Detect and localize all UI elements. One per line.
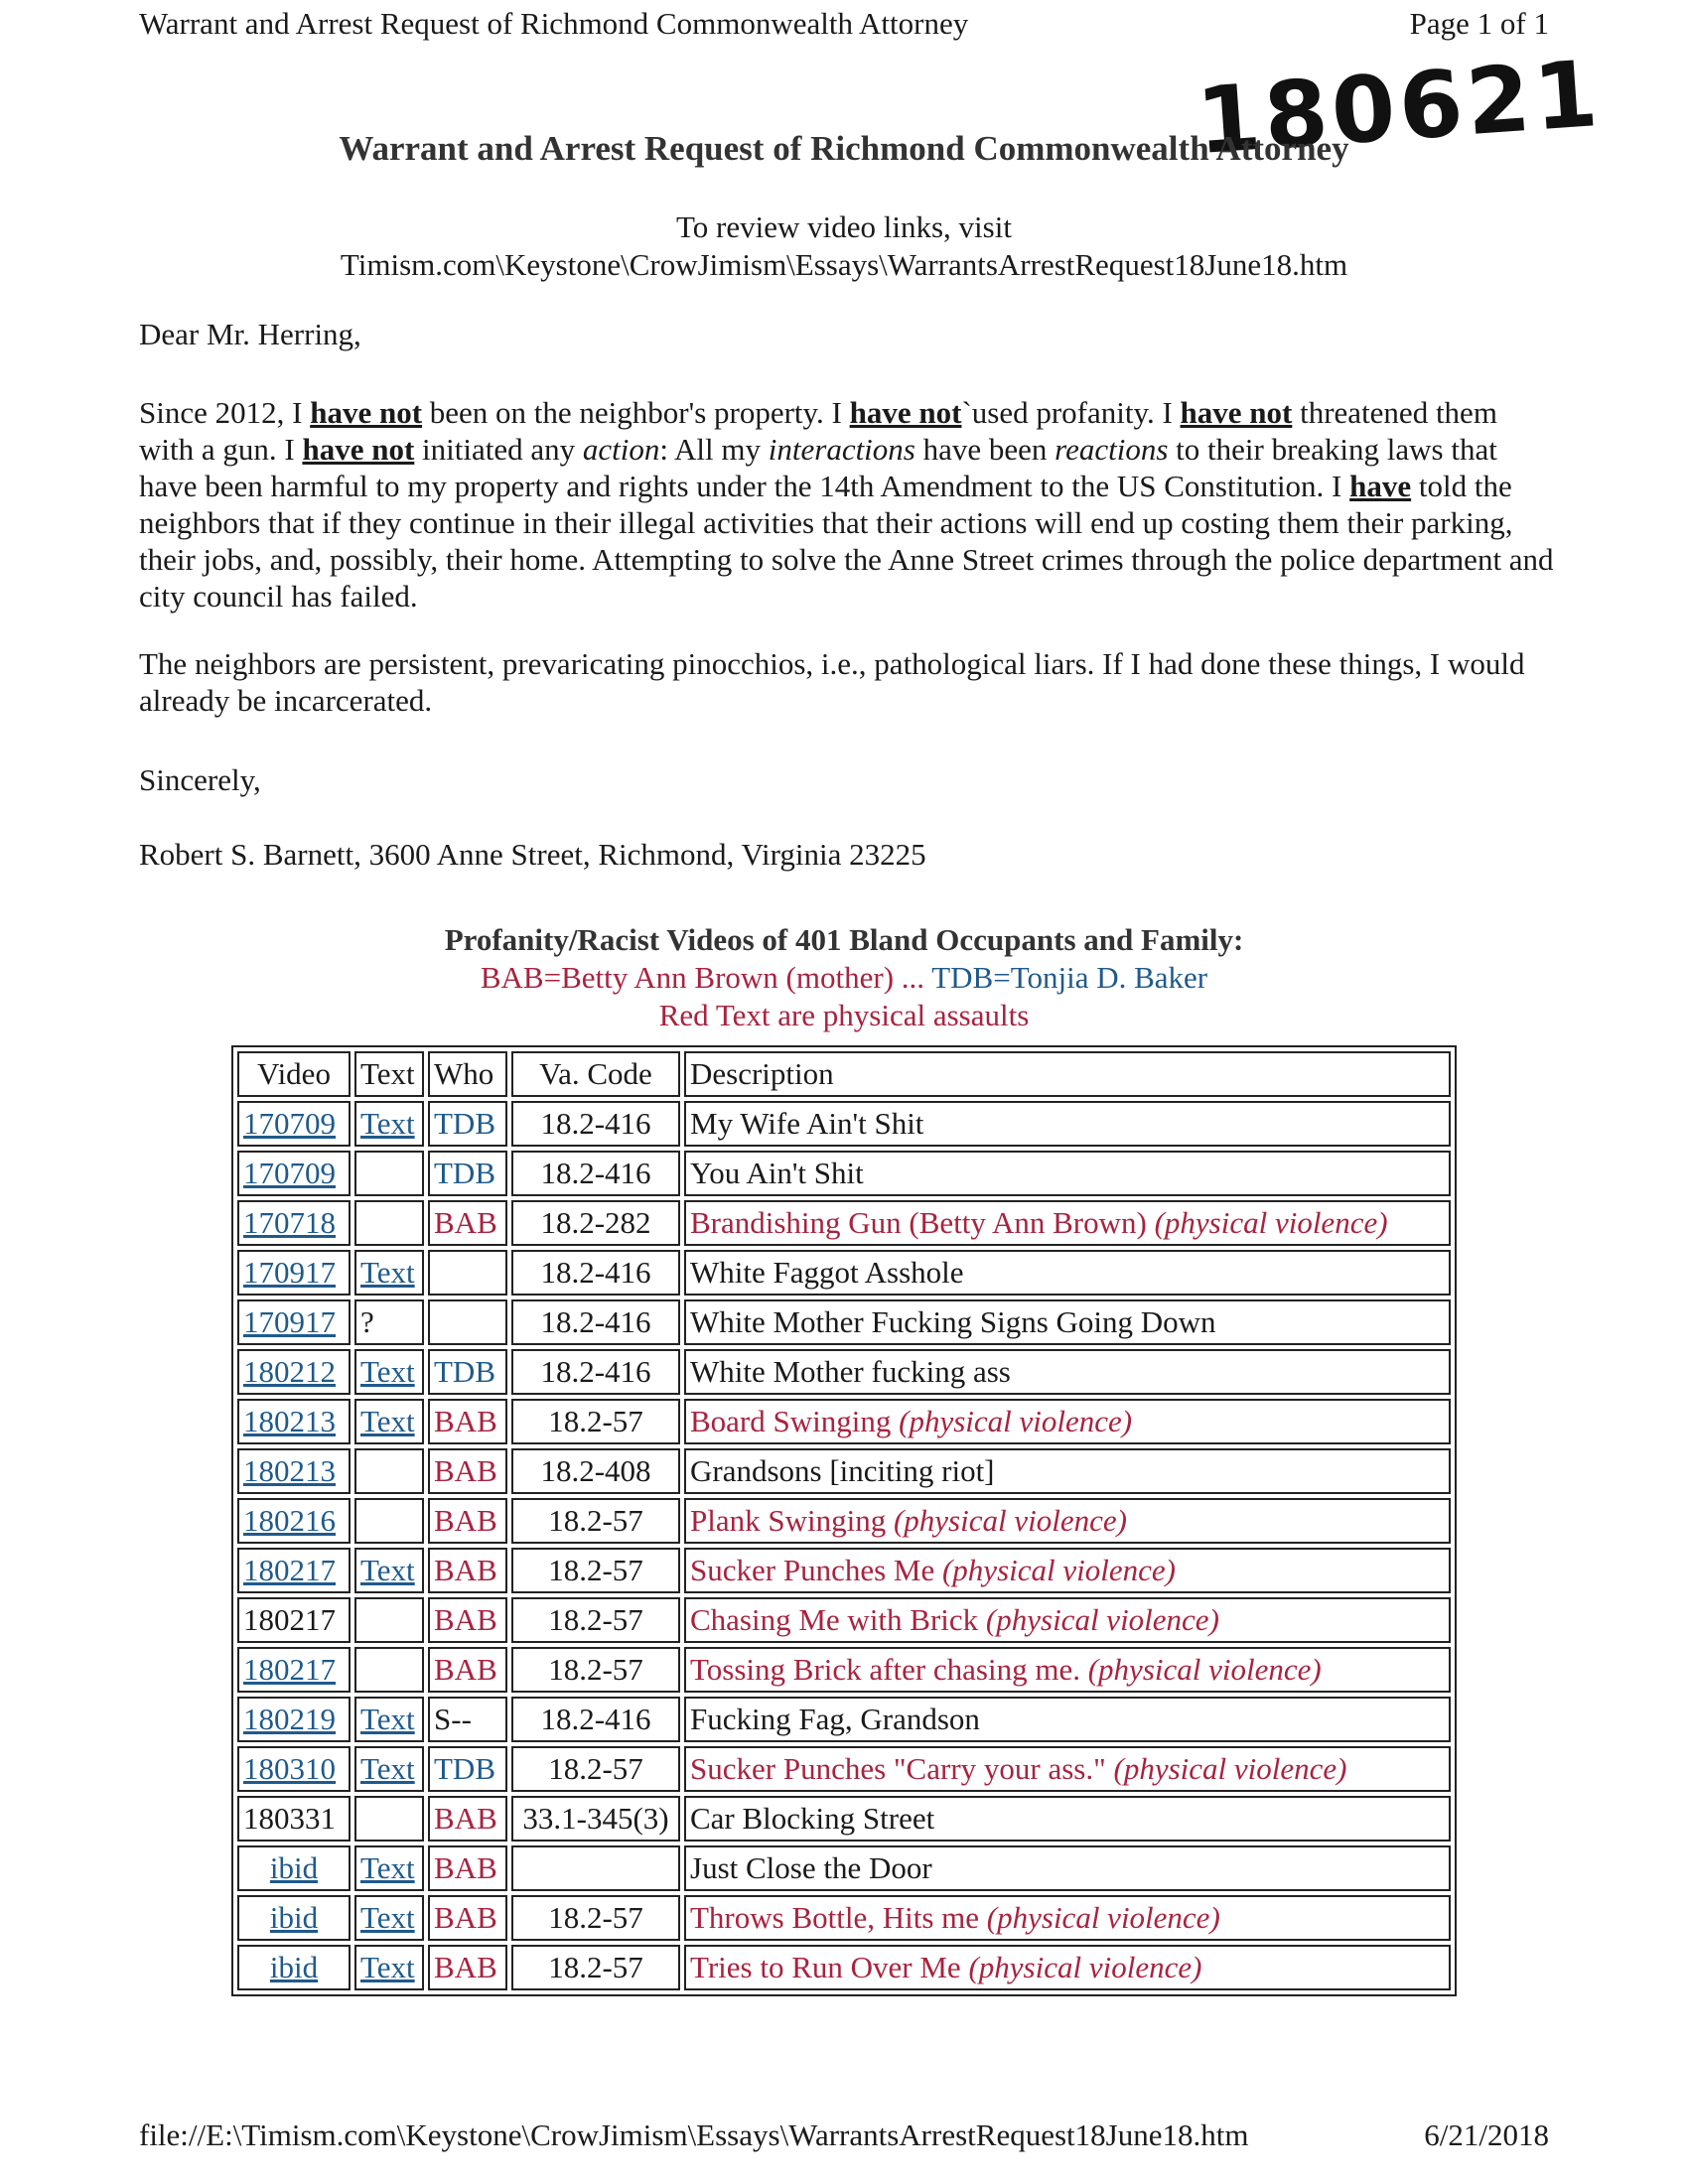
description-cell: [684, 1597, 1451, 1643]
description-cell: [684, 1349, 1451, 1395]
description-cell: [684, 1895, 1451, 1941]
header-who: Who: [428, 1051, 507, 1097]
text-run: to their breaking laws that have been harmful to my property and rights under the 14th Amendment to the US Constitution. I: [139, 432, 1497, 503]
who-cell: BAB: [428, 1647, 507, 1693]
transcript-link[interactable]: Text: [360, 1404, 415, 1438]
transcript-link[interactable]: Text: [360, 1702, 415, 1736]
va-code-cell: [511, 1845, 680, 1891]
video-link[interactable]: 170917: [243, 1304, 336, 1339]
header-va-code: Va. Code: [511, 1051, 680, 1097]
va-code-cell: 18.2-57: [511, 1895, 680, 1941]
legend-red-note: Red Text are physical assaults: [658, 998, 1030, 1032]
description-cell: [684, 1101, 1451, 1147]
who-cell: TDB: [428, 1746, 507, 1792]
va-code-cell: 18.2-416: [511, 1101, 680, 1147]
video-links-path: Timism.com\Keystone\CrowJimism\Essays\WarrantsArrestRequest18June18.htm: [340, 247, 1348, 282]
text-cell: [354, 1945, 424, 1990]
description-text: My Wife Ain't Shit: [690, 1106, 924, 1141]
table-row: [237, 1895, 1451, 1941]
transcript-link[interactable]: Text: [360, 1900, 415, 1935]
who-cell: TDB: [428, 1101, 507, 1147]
video-link[interactable]: 180212: [243, 1354, 336, 1389]
va-code-cell: 18.2-416: [511, 1349, 680, 1395]
description-text: White Mother fucking ass: [690, 1354, 1011, 1389]
description-cell: [684, 1796, 1451, 1842]
video-link[interactable]: ibid: [269, 1900, 319, 1935]
text-run: told the neighbors that if they continue in their illegal activities that their actions will end up costing them their parking, their jobs, and, possibly, their home. Attempting to solve the Anne Street crimes through the police department and city council has failed.: [139, 469, 1554, 614]
description-cell: [684, 1299, 1451, 1345]
description-text: Car Blocking Street: [690, 1801, 935, 1836]
header-text: Text: [354, 1051, 424, 1097]
handwritten-stamp-number: 180621: [1193, 40, 1606, 176]
description-text: Throws Bottle, Hits me: [690, 1900, 987, 1935]
legend-tdb: TDB=Tonjia D. Baker: [931, 960, 1208, 995]
video-link[interactable]: 170718: [243, 1205, 336, 1240]
description-text: Board Swinging: [690, 1404, 900, 1438]
who-cell: BAB: [428, 1597, 507, 1643]
table-row: [237, 1399, 1451, 1444]
video-cell: [237, 1498, 351, 1544]
transcript-link[interactable]: Text: [360, 1751, 415, 1786]
va-code-cell: 18.2-416: [511, 1151, 680, 1196]
who-cell: BAB: [428, 1895, 507, 1941]
video-cell: [237, 1448, 351, 1494]
who-cell: BAB: [428, 1200, 507, 1246]
text-cell: [354, 1597, 424, 1643]
va-code-cell: 18.2-57: [511, 1647, 680, 1693]
description-cell: [684, 1697, 1451, 1742]
letter-paragraph-2: The neighbors are persistent, prevaricating pinocchios, i.e., pathological liars. If I had done these things, I would already be incarcerated.: [139, 646, 1525, 718]
description-cell: [684, 1399, 1451, 1444]
transcript-link[interactable]: Text: [360, 1950, 415, 1984]
transcript-link[interactable]: Text: [360, 1850, 415, 1885]
text-cell: [354, 1349, 424, 1395]
text-cell: [354, 1448, 424, 1494]
who-cell: BAB: [428, 1796, 507, 1842]
document-title: Warrant and Arrest Request of Richmond Commonwealth Attorney: [339, 129, 1349, 168]
emphasis-bold: have not: [310, 395, 423, 430]
video-cell: [237, 1151, 351, 1196]
emphasis-italic: reactions: [1055, 432, 1169, 467]
video-cell: 180217: [237, 1597, 351, 1643]
video-link[interactable]: 170709: [243, 1106, 336, 1141]
video-link[interactable]: 180213: [243, 1404, 336, 1438]
va-code-cell: 18.2-57: [511, 1498, 680, 1544]
transcript-link[interactable]: Text: [360, 1553, 415, 1587]
print-header-title: Warrant and Arrest Request of Richmond Commonwealth Attorney: [139, 6, 969, 41]
who-cell: [428, 1250, 507, 1296]
emphasis-bold: have not: [302, 432, 415, 467]
text-cell: [354, 1746, 424, 1792]
text-cell: [354, 1250, 424, 1296]
video-link[interactable]: 170917: [243, 1255, 336, 1290]
va-code-cell: 18.2-57: [511, 1597, 680, 1643]
table-row: [237, 1796, 1451, 1842]
va-code-cell: 18.2-408: [511, 1448, 680, 1494]
description-text: Tossing Brick after chasing me.: [690, 1652, 1088, 1687]
legend-bab: BAB=Betty Ann Brown (mother) ...: [480, 960, 925, 995]
transcript-link[interactable]: Text: [360, 1255, 415, 1290]
description-cell: [684, 1498, 1451, 1544]
who-cell: TDB: [428, 1349, 507, 1395]
table-row: [237, 1200, 1451, 1246]
transcript-link[interactable]: Text: [360, 1106, 415, 1141]
description-text: Sucker Punches "Carry your ass.": [690, 1751, 1114, 1786]
who-cell: [428, 1299, 507, 1345]
text-cell: [354, 1399, 424, 1444]
who-cell: BAB: [428, 1399, 507, 1444]
footer-file-path: file://E:\Timism.com\Keystone\CrowJimism\Essays\WarrantsArrestRequest18June18.htm: [139, 2117, 1249, 2152]
text-cell: [354, 1101, 424, 1147]
video-cell: [237, 1548, 351, 1593]
who-cell: BAB: [428, 1845, 507, 1891]
table-title: Profanity/Racist Videos of 401 Bland Occupants and Family:: [444, 922, 1244, 957]
video-cell: [237, 1250, 351, 1296]
video-link[interactable]: ibid: [269, 1850, 319, 1885]
text-run: Since 2012, I: [139, 395, 311, 430]
letter-paragraph-1-text: [139, 394, 1559, 614]
who-cell: TDB: [428, 1151, 507, 1196]
description-cell: [684, 1448, 1451, 1494]
violence-note: (physical violence): [985, 1602, 1219, 1637]
video-cell: [237, 1101, 351, 1147]
text-cell: [354, 1647, 424, 1693]
description-cell: [684, 1945, 1451, 1990]
emphasis-bold: have: [1349, 469, 1412, 503]
description-text: Brandishing Gun (Betty Ann Brown): [690, 1205, 1155, 1240]
description-cell: [684, 1250, 1451, 1296]
video-links-note: [0, 208, 1688, 284]
signature: Robert S. Barnett, 3600 Anne Street, Richmond, Virginia 23225: [139, 837, 926, 872]
table-row: [237, 1151, 1451, 1196]
who-cell: BAB: [428, 1548, 507, 1593]
legend-line: [0, 959, 1688, 997]
va-code-cell: 18.2-282: [511, 1200, 680, 1246]
video-link[interactable]: 170709: [243, 1156, 336, 1190]
va-code-cell: 18.2-57: [511, 1945, 680, 1990]
footer-date: 6/21/2018: [1424, 2117, 1549, 2152]
description-cell: [684, 1151, 1451, 1196]
video-cell: 180331: [237, 1796, 351, 1842]
text-cell: [354, 1697, 424, 1742]
video-cell: [237, 1895, 351, 1941]
va-code-cell: 18.2-57: [511, 1548, 680, 1593]
who-cell: BAB: [428, 1945, 507, 1990]
video-links-intro: To review video links, visit: [676, 209, 1012, 244]
text-cell: [354, 1548, 424, 1593]
violence-note: (physical violence): [986, 1900, 1220, 1935]
va-code-cell: 18.2-416: [511, 1299, 680, 1345]
text-cell: [354, 1498, 424, 1544]
va-code-cell: 18.2-416: [511, 1250, 680, 1296]
description-cell: [684, 1548, 1451, 1593]
table-row: [237, 1299, 1451, 1345]
who-cell: BAB: [428, 1498, 507, 1544]
violence-note: (physical violence): [899, 1404, 1133, 1438]
video-cell: [237, 1349, 351, 1395]
description-text: Just Close the Door: [690, 1850, 932, 1885]
text-cell: ?: [354, 1299, 424, 1345]
table-row: [237, 1597, 1451, 1643]
video-link[interactable]: 180219: [243, 1702, 336, 1736]
description-text: Chasing Me with Brick: [690, 1602, 986, 1637]
who-cell: BAB: [428, 1448, 507, 1494]
video-cell: [237, 1945, 351, 1990]
video-cell: [237, 1845, 351, 1891]
table-row: [237, 1250, 1451, 1296]
salutation: Dear Mr. Herring,: [139, 317, 361, 351]
table-row: [237, 1746, 1451, 1792]
va-code-cell: 18.2-57: [511, 1746, 680, 1792]
va-code-cell: 18.2-416: [511, 1697, 680, 1742]
video-link[interactable]: 180216: [243, 1503, 336, 1538]
text-cell: [354, 1151, 424, 1196]
description-text: You Ain't Shit: [690, 1156, 864, 1190]
video-cell: [237, 1746, 351, 1792]
description-text: Grandsons [inciting riot]: [690, 1453, 995, 1488]
description-cell: [684, 1647, 1451, 1693]
table-header-row: [237, 1051, 1451, 1097]
video-cell: [237, 1399, 351, 1444]
table-row: [237, 1647, 1451, 1693]
text-run: have been: [914, 432, 1055, 467]
table-row: [237, 1349, 1451, 1395]
table-row: [237, 1945, 1451, 1990]
description-text: Plank Swinging: [690, 1503, 894, 1538]
page-number: Page 1 of 1: [1409, 6, 1549, 41]
transcript-link[interactable]: Text: [360, 1354, 415, 1389]
violence-note: (physical violence): [968, 1950, 1202, 1984]
emphasis-italic: action: [582, 432, 660, 467]
text-run: : All my: [659, 432, 769, 467]
va-code-cell: 18.2-57: [511, 1399, 680, 1444]
table-row: [237, 1448, 1451, 1494]
violence-note: (physical violence): [1113, 1751, 1347, 1786]
va-code-cell: 33.1-345(3): [511, 1796, 680, 1842]
table-row: [237, 1845, 1451, 1891]
text-cell: [354, 1845, 424, 1891]
video-link[interactable]: 180217: [243, 1652, 336, 1687]
closing: Sincerely,: [139, 762, 261, 797]
text-run: `used profanity. I: [961, 395, 1181, 430]
text-cell: [354, 1200, 424, 1246]
description-cell: [684, 1746, 1451, 1792]
description-text: White Faggot Asshole: [690, 1255, 964, 1290]
violence-note: (physical violence): [1154, 1205, 1388, 1240]
video-link[interactable]: ibid: [269, 1950, 319, 1984]
description-text: Sucker Punches Me: [690, 1553, 942, 1587]
violence-note: (physical violence): [1087, 1652, 1322, 1687]
description-text: Fucking Fag, Grandson: [690, 1702, 980, 1736]
description-cell: [684, 1200, 1451, 1246]
table-row: [237, 1548, 1451, 1593]
table-heading: [0, 921, 1688, 1034]
video-cell: [237, 1697, 351, 1742]
text-run: threatened them with a gun. I: [139, 395, 1497, 467]
videos-table: [231, 1045, 1457, 1996]
who-cell: S--: [428, 1697, 507, 1742]
table-row: [237, 1498, 1451, 1544]
table-row: [237, 1101, 1451, 1147]
video-link[interactable]: 180213: [243, 1453, 336, 1488]
violence-note: (physical violence): [941, 1553, 1176, 1587]
violence-note: (physical violence): [893, 1503, 1127, 1538]
header-description: Description: [684, 1051, 1451, 1097]
table-row: [237, 1697, 1451, 1742]
text-cell: [354, 1895, 424, 1941]
description-text: White Mother Fucking Signs Going Down: [690, 1304, 1216, 1339]
video-cell: [237, 1299, 351, 1345]
video-link[interactable]: 180217: [243, 1553, 336, 1587]
text-cell: [354, 1796, 424, 1842]
text-run: initiated any: [414, 432, 583, 467]
emphasis-italic: interactions: [768, 432, 915, 467]
letter-paragraph-1: [139, 394, 1559, 614]
description-cell: [684, 1845, 1451, 1891]
table-body: [237, 1101, 1451, 1990]
emphasis-bold: have not: [849, 395, 962, 430]
video-cell: [237, 1200, 351, 1246]
video-link[interactable]: 180310: [243, 1751, 336, 1786]
video-cell: [237, 1647, 351, 1693]
emphasis-bold: have not: [1180, 395, 1293, 430]
text-run: been on the neighbor's property. I: [422, 395, 850, 430]
description-text: Tries to Run Over Me: [690, 1950, 969, 1984]
header-video: Video: [237, 1051, 351, 1097]
